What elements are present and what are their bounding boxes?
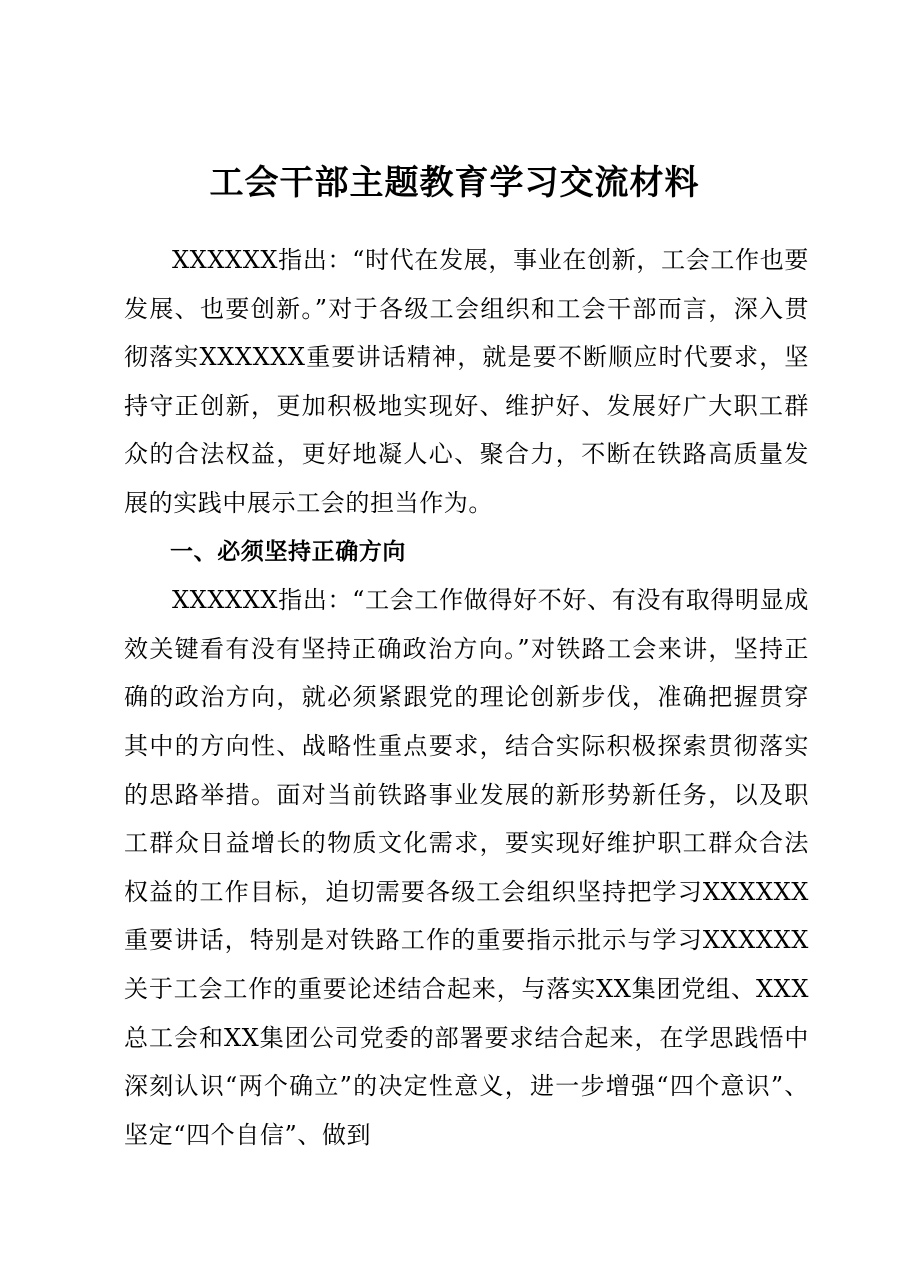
document-title: 工会干部主题教育学习交流材料 [209, 163, 700, 203]
section-paragraph: XXXXXX指出：“工会工作做得好不好、有没有取得明显成效关键看有没有坚持正确政治方向。”对铁路工会来讲，坚持正确的政治方向，就必须紧跟党的理论创新步伐，准确把握贯穿其中的方向性、战略性重点要求，结合实际积极探索贯彻落实的思路举措。面对当前铁路事业发展的新形势新任务，以及职工群众日益增长的物质文化需求，要实现好维护职工群众合法权益的工作目标，迫切需要各级工会组织坚持把学习XXXXXX重要讲话，特别是对铁路工作的重要指示批示与学习XXXXXX关于工会工作的重要论述结合起来，与落实XX集团党组、XXX总工会和XX集团公司党委的部署要求结合起来，在学思践悟中深刻认识“两个确立”的决定性意义，进一步增强“四个意识”、坚定“四个自信”、做到 [124, 586, 809, 1149]
section-heading: 一、必须坚持正确方向 [170, 538, 406, 565]
intro-paragraph: XXXXXX指出：“时代在发展，事业在创新，工会工作也要发展、也要创新。”对于各级工会组织和工会干部而言，深入贯彻落实XXXXXX重要讲话精神，就是要不断顺应时代要求，坚持守正创新，更加积极地实现好、维护好、发展好广大职工群众的合法权益，更好地凝人心、聚合力，不断在铁路高质量发展的实践中展示工会的担当作为。 [124, 246, 809, 517]
document-body [124, 236, 809, 1159]
